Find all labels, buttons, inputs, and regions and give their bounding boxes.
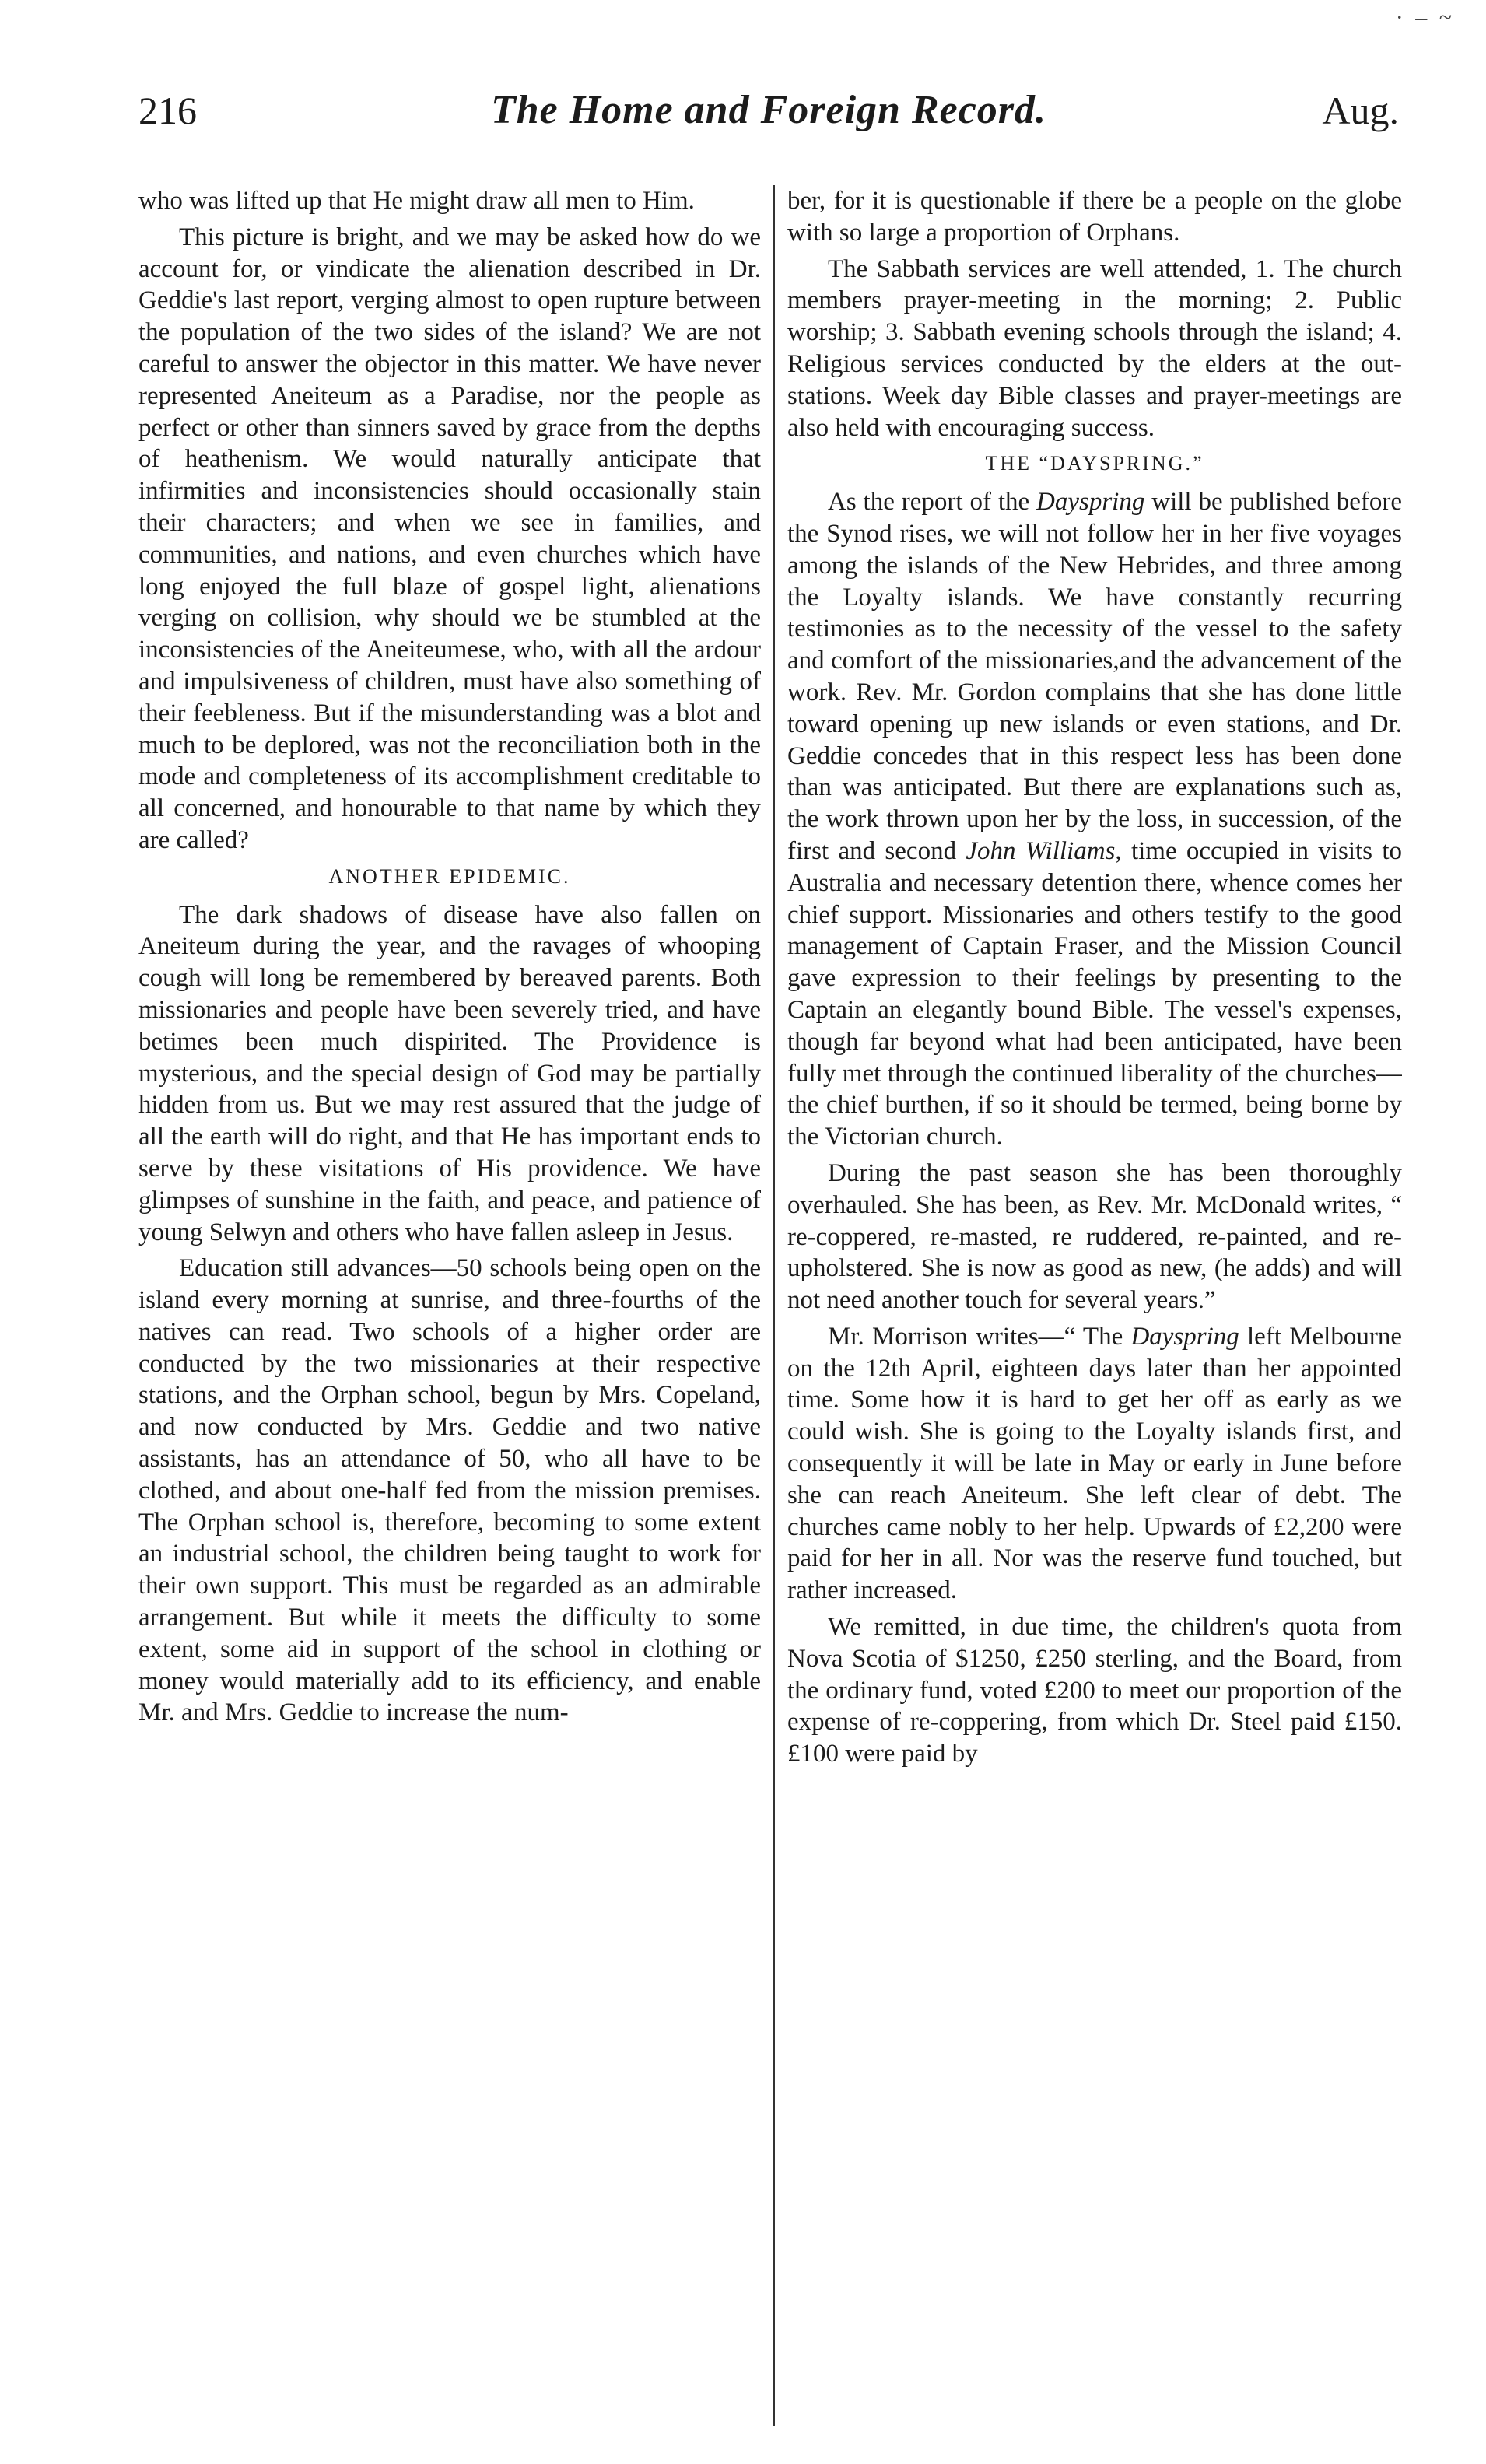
section-heading-dayspring: THE “DAYSPRING.”: [985, 452, 1204, 475]
paragraph: This picture is bright, and we may be asked how do we account for, or vindicate the alienation described in Dr. Geddie's last report, verging almost to open rupture between the population of the two sides of the island? We are not careful to answer the objector in this matter. We have never represented Aneiteum as a Paradise, nor the people as perfect or other than sinners saved by grace from the depths of heathenism. We would naturally anticipate that infirmities and inconsistencies should occasionally stain their characters; and when we see in families, and communities, and nations, and even churches which have long enjoyed the full blaze of gospel light, alienations verging on collision, why should we be stumbled at the inconsistencies of the Aneiteumese, who, with all the ardour and impulsiveness of children, must have also something of their feebleness. But if the misunderstanding was a blot and much to be deplored, was not the reconciliation both in the mode and completeness of its accomplishment creditable to all concerned, and honourable to that name by which they are called?: [138, 223, 761, 854]
column-divider: [773, 185, 775, 2426]
section-heading-another-epidemic: ANOTHER EPIDEMIC.: [328, 864, 571, 888]
ship-name: John Williams: [966, 836, 1116, 865]
ship-name: Dayspring: [1036, 488, 1145, 517]
issue-month: Aug.: [1322, 89, 1399, 132]
paragraph: The Sabbath services are well attended, 1. The church members prayer-meeting in the morning; 2. Public worship; 3. Sabbath evening schools through the island; 4. Religious services conducted by the elders at the out-stations. Week day Bible classes and prayer-meetings are also held with encouraging success.: [787, 254, 1402, 442]
paragraph: During the past season she has been thoroughly overhauled. She has been, as Rev. Mr. McDonald writes, “ re-coppered, re-masted, re ruddered, re-painted, and re-upholstered. She is now as good as new, (he adds) and will not need another touch for several years.”: [787, 1158, 1402, 1315]
left-column: [138, 185, 761, 2426]
text-run: will be published before the Synod rises, we will not follow her in her five voyages among the islands of the New Hebrides, and three among the Loyalty islands. We have constantly recurring testimonies as to the necessity of the vessel to the safety and comfort of the missionaries,and the advancement of the work. Rev. Mr. Gordon complains that she has done little toward opening up new islands or even stations, and Dr. Geddie concedes that in this respect less has been done than was anticipated. But there are explanations such as, the work thrown upon her by the loss, in succession, of the first and second: [787, 488, 1402, 865]
paragraph: ber, for it is questionable if there be a people on the globe with so large a proportion of Orphans.: [787, 187, 1402, 247]
corner-scan-mark: · – ~: [1395, 5, 1455, 30]
text-run: As the report of the: [828, 488, 1037, 517]
paragraph: The dark shadows of disease have also fallen on Aneiteum during the year, and the ravages of whooping cough will long be remembered by bereaved parents. Both missionaries and people have been severely tried, and have betimes been much dispirited. The Providence is mysterious, and the special design of God may be partially hidden from us. But we may rest assured that the judge of all the earth will do right, and that He has important ends to serve by these visitations of His providence. We have glimpses of sunshine in the faith, and peace, and patience of young Selwyn and others who have fallen asleep in Jesus.: [138, 900, 761, 1246]
journal-title: The Home and Foreign Record.: [490, 88, 1047, 132]
ship-name: Dayspring: [1130, 1322, 1239, 1351]
running-header: [138, 87, 1399, 149]
paragraph: who was lifted up that He might draw all men to Him.: [138, 187, 695, 215]
right-column: [787, 185, 1402, 2426]
text-run: Mr. Morrison writes—“ The: [828, 1322, 1131, 1351]
text-run: , time occupied in visits to Australia and necessary detention there, whence comes her chief support. Missionaries and others testify to the good management of Captain Fraser, and the Mission Council gave expression to their feelings by presenting to the Captain an elegantly bound Bible. The vessel's expenses, though far beyond what had been anticipated, have been fully met through the continued liberality of the churches—the chief burthen, if so it should be termed, being borne by the Victorian church.: [787, 836, 1402, 1151]
paragraph: Education still advances—50 schools being open on the island every morning at sunrise, and three-fourths of the natives can read. Two schools of a higher order are conducted by the two missionaries at their respective stations, and the Orphan school, begun by Mrs. Copeland, and now conducted by Mrs. Geddie and two native assistants, has an attendance of 50, who all have to be clothed, and about one-half fed from the mission premises. The Orphan school is, therefore, becoming to some extent an industrial school, the children being taught to work for their own support. This must be regarded as an admirable arrangement. But while it meets the difficulty to some extent, some aid in support of the school in clothing or money would materially add to its efficiency, and enable Mr. and Mrs. Geddie to increase the num-: [138, 1254, 761, 1727]
paragraph: [787, 1321, 1402, 1607]
text-run: left Melbourne on the 12th April, eighteen days later than her appointed time. Some how it is hard to get her off as early as we could wish. She is going to the Loyalty islands first, and consequently it will be late in May or early in June before she can reach Aneiteum. She left clear of debt. The churches came nobly to her help. Upwards of £2,200 were paid for her in all. Nor was the reserve fund touched, but rather increased.: [787, 1322, 1402, 1605]
paragraph: [787, 486, 1402, 1153]
page-number: 216: [138, 89, 197, 132]
paragraph: We remitted, in due time, the children's quota from Nova Scotia of $1250, £250 sterling, and the Board, from the ordinary fund, voted £200 to meet our proportion of the expense of re-coppering, from which Dr. Steel paid £150. £100 were paid by: [787, 1613, 1402, 1768]
